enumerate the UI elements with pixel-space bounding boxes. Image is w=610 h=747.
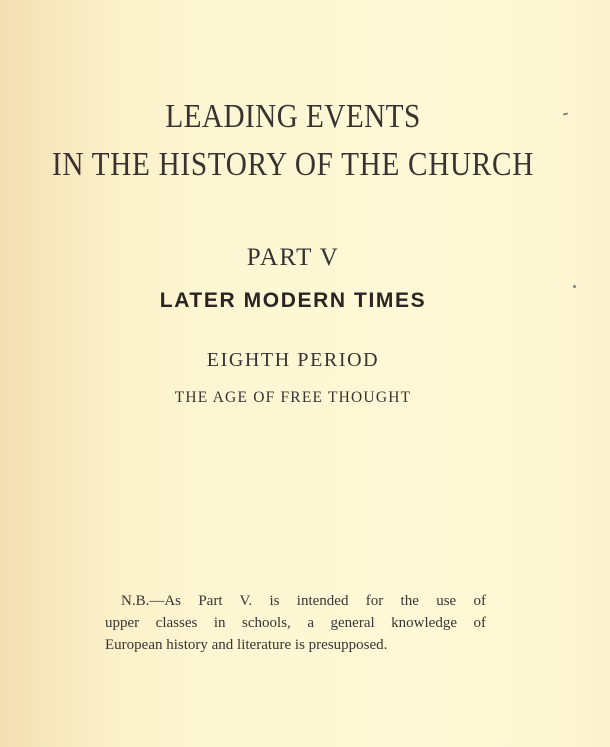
note-line-2: upper classes in schools, a general knowledge of (105, 615, 486, 631)
note-line-1: N.B.—As Part V. is intended for the use of (121, 593, 486, 609)
period-subtitle: THE AGE OF FREE THOUGHT (174, 389, 412, 406)
period-heading: EIGHTH PERIOD (206, 349, 380, 371)
part-subtitle: LATER MODERN TIMES (159, 289, 427, 312)
paper-speck (563, 113, 568, 116)
part-heading: PART V (246, 244, 340, 271)
book-title-line-2: IN THE HISTORY OF THE CHURCH (51, 146, 535, 183)
nota-bene-note (105, 590, 486, 656)
note-line-3: European history and literature is presupposed. (105, 637, 388, 653)
book-title-line-1: LEADING EVENTS (165, 98, 421, 135)
paper-speck (573, 285, 576, 288)
